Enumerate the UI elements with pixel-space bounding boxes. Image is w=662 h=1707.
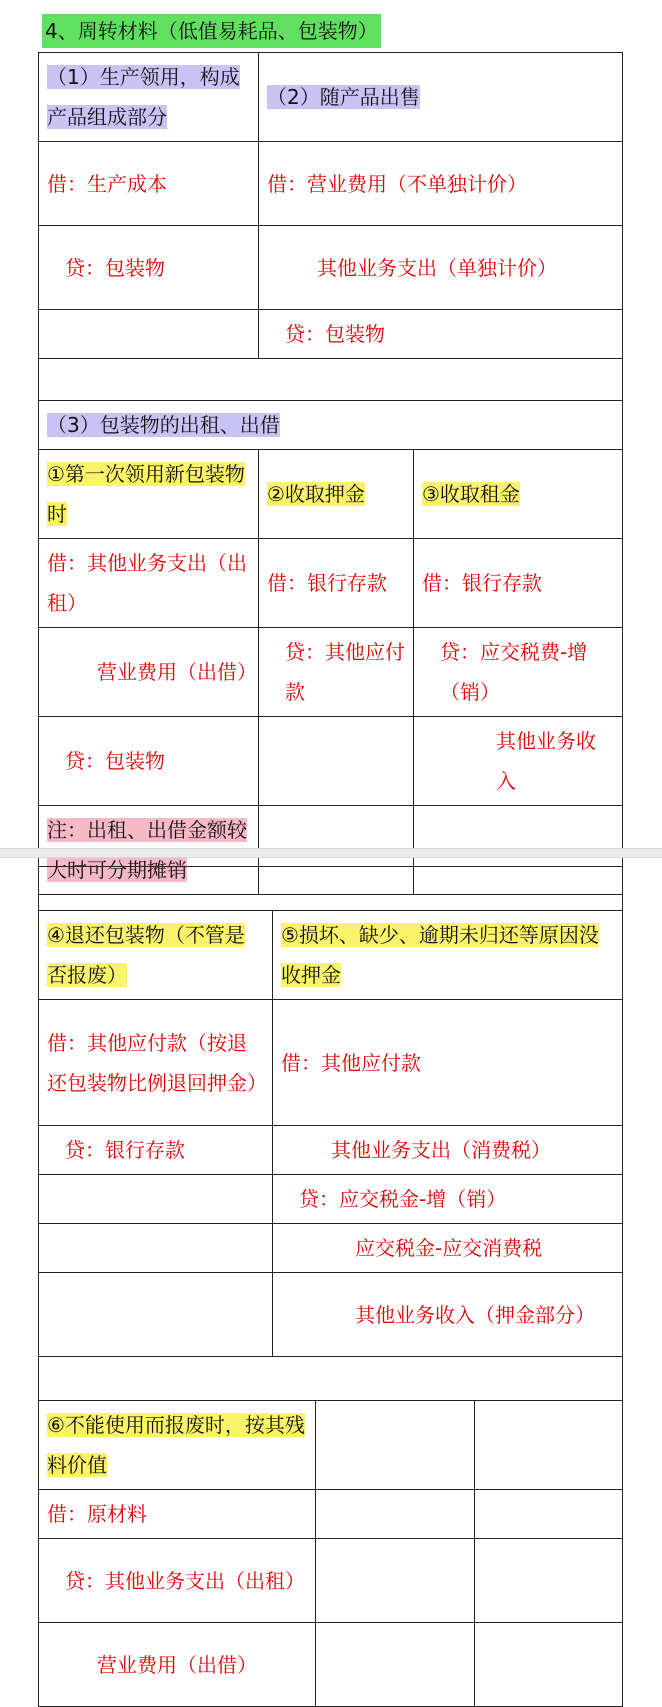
label-production-use: （1）生产领用，构成产品组成部分 xyxy=(47,65,240,129)
cell-credit-bank: 贷：银行存款 xyxy=(39,1126,273,1175)
cell-credit-other-payable: 贷：其他应付款 xyxy=(259,628,414,717)
label-sale-with-product: （2）随产品出售 xyxy=(267,85,420,109)
cell-header-production xyxy=(39,53,259,142)
cell-debit-raw-material: 借：原材料 xyxy=(39,1490,316,1539)
table-part-2 xyxy=(38,866,623,1707)
cell-empty-11 xyxy=(475,1490,623,1539)
page-divider xyxy=(0,848,662,858)
cell-empty-row-top xyxy=(39,867,623,911)
cell-debit-operating-expense: 借：营业费用（不单独计价） xyxy=(259,142,623,226)
cell-header-return xyxy=(39,911,273,1000)
label-rental-lending: （3）包装物的出租、出借 xyxy=(47,413,280,437)
cell-empty-row xyxy=(39,359,623,401)
cell-credit-other-expense: 贷：其他业务支出（出租） xyxy=(39,1539,316,1623)
cell-empty-9 xyxy=(475,1401,623,1490)
cell-operating-expense-lend-2: 营业费用（出借） xyxy=(39,1623,316,1707)
cell-debit-other-payable-2: 借：其他应付款 xyxy=(273,1000,623,1126)
cell-empty-13 xyxy=(475,1539,623,1623)
cell-credit-packaging-3: 贷：包装物 xyxy=(39,717,259,806)
cell-empty-8 xyxy=(316,1401,475,1490)
cell-empty xyxy=(39,310,259,359)
label-note: 注：出租、出借金额较大时可分期摊销 xyxy=(47,818,247,882)
label-first-use: ①第一次领用新包装物时 xyxy=(47,462,245,526)
cell-other-business-expense: 其他业务支出（单独计价） xyxy=(259,226,623,310)
label-scrap-value: ⑥不能使用而报废时，按其残料价值 xyxy=(47,1413,305,1477)
cell-empty-6 xyxy=(39,1224,273,1273)
cell-header-rent xyxy=(414,450,623,539)
cell-header-sale xyxy=(259,53,623,142)
label-forfeit-deposit: ⑤损坏、缺少、逾期未归还等原因没收押金 xyxy=(281,923,599,987)
cell-credit-vat: 贷：应交税费-增（销） xyxy=(414,628,623,717)
cell-debit-other-payable: 借：其他应付款（按退还包装物比例退回押金） xyxy=(39,1000,273,1126)
cell-header-scrap xyxy=(39,1401,316,1490)
label-collect-deposit: ②收取押金 xyxy=(267,482,365,506)
cell-credit-packaging: 贷：包装物 xyxy=(39,226,259,310)
cell-debit-production-cost: 借：生产成本 xyxy=(39,142,259,226)
cell-debit-bank: 借：银行存款 xyxy=(259,539,414,628)
table-part-1 xyxy=(38,52,623,895)
section-title: 4、周转材料（低值易耗品、包装物） xyxy=(42,14,381,48)
label-collect-rent: ③收取租金 xyxy=(422,482,520,506)
cell-empty-2 xyxy=(259,717,414,806)
cell-other-business-income: 其他业务收入 xyxy=(414,717,623,806)
cell-debit-other-expense: 借：其他业务支出（出租） xyxy=(39,539,259,628)
cell-header-first-use xyxy=(39,450,259,539)
cell-credit-vat-2: 贷：应交税金-增（销） xyxy=(273,1175,623,1224)
cell-section-rental xyxy=(39,401,623,450)
cell-empty-14 xyxy=(316,1623,475,1707)
cell-other-expense-consumption-tax: 其他业务支出（消费税） xyxy=(273,1126,623,1175)
cell-empty-10 xyxy=(316,1490,475,1539)
cell-empty-7 xyxy=(39,1273,273,1357)
cell-credit-packaging-2: 贷：包装物 xyxy=(259,310,623,359)
cell-empty-12 xyxy=(316,1539,475,1623)
cell-empty-row-mid xyxy=(39,1357,623,1401)
cell-debit-bank-2: 借：银行存款 xyxy=(414,539,623,628)
cell-empty-5 xyxy=(39,1175,273,1224)
cell-operating-expense-lend: 营业费用（出借） xyxy=(39,628,259,717)
cell-header-forfeit xyxy=(273,911,623,1000)
cell-consumption-tax-payable: 应交税金-应交消费税 xyxy=(273,1224,623,1273)
label-return-packaging: ④退还包装物（不管是否报废） xyxy=(47,923,245,987)
cell-empty-15 xyxy=(475,1623,623,1707)
cell-header-deposit xyxy=(259,450,414,539)
cell-other-business-income-deposit: 其他业务收入（押金部分） xyxy=(273,1273,623,1357)
